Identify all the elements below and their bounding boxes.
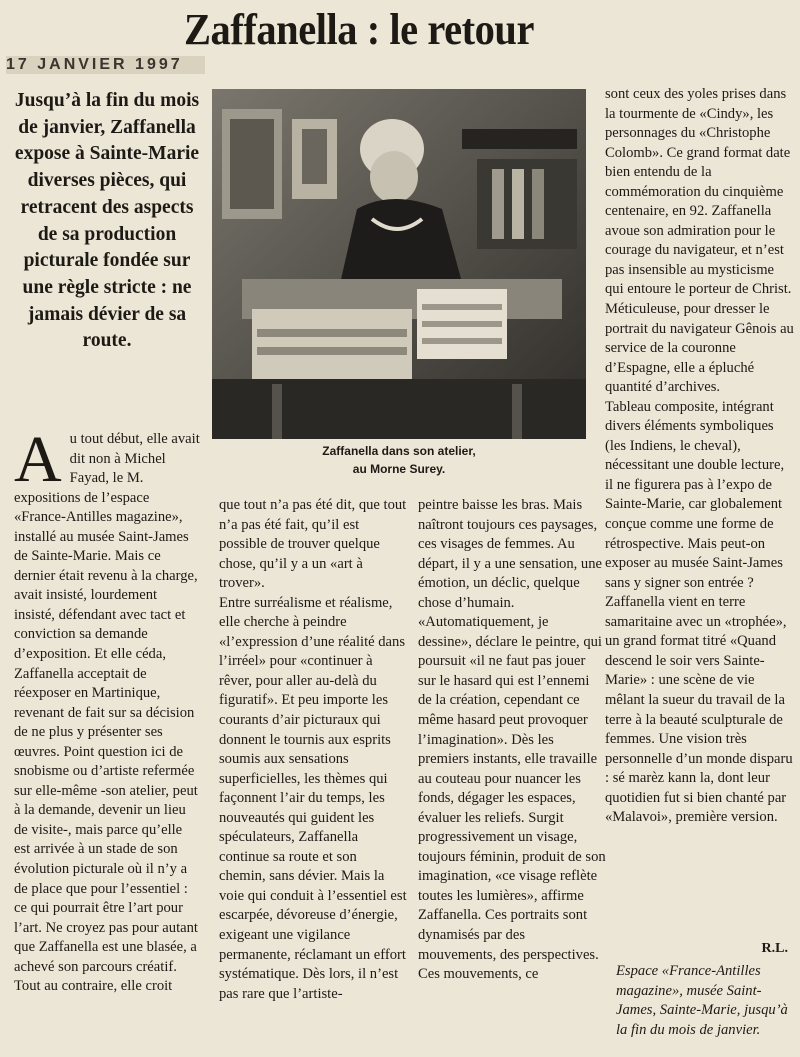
article-title: Zaffanella : le retour [184, 5, 535, 54]
column-2-paragraph-2: Entre surréalisme et réalisme, elle cherche à peindre «l’expression d’une réalité dans l’irréel» pour «continuer à rêver, pour aller au-delà du figuratif». Et peu importe les courants d’air picturaux qui donnent le tournis aux esprits soumis aux sensations superficielles, les thèmes qui façonnent l’air du temps, les nouveautés qui guident les spéculateurs, Zaffanella continue sa route et son chemin, sans dévier. Mais la voie qui conduit à l’essentiel est escarpée, dévoreuse d’énergie, exigeant une vigilance permanente, réclamant un effort systématique. Dès lors, il n’est pas rare que l’artiste- [219, 594, 407, 1002]
drop-cap: A [14, 423, 62, 496]
column-4-paragraph-2: Tableau composite, intégrant divers éléments symboliques (les Indiens, le cheval), nécessitant une double lecture, il ne figurera pas à l’expo de Sainte-Marie, car globalement conçue comme une forme de rétrospective. Mais peut-on exposer au musée Saint-James sans y signer son entrée ? Zaffanella vient en terre samaritaine avec un «trophée», un grand format titré «Quand descend le soir vers Sainte-Marie» : une scène de vie mêlant la sueur du travail de la terre à la beauté sculpturale de femmes. Une vision très personnelle d’un monde disparu : sé marèz kann la, dont leur quotidien fut si bien chanté par «Malavoi», première version. [605, 398, 793, 826]
photo-caption [212, 442, 586, 478]
caption-line-2: au Morne Surey. [352, 462, 446, 476]
atelier-photo [212, 89, 586, 439]
column-3-paragraph-1: peintre baisse les bras. Mais naîtront toujours ces paysages, ces visages de femmes. Au départ, il y a une sensation, une émotion, un déclic, quelque chose d’humain. [418, 497, 602, 611]
atelier-photo-image [212, 89, 586, 439]
exhibition-info: Espace «France-Antilles magazine», musée Saint-James, Sainte-Marie, jusqu’à la fin du mois de janvier. [616, 963, 788, 1038]
column-2-paragraph-1: que tout n’a pas été dit, que tout n’a pas été fait, qu’il est possible de trouver quelque chose, qu’il y a un «art à trover». [219, 497, 407, 592]
intro-paragraph: Jusqu’à la fin du mois de janvier, Zaffanella expose à Sainte-Marie diverses pièces, qui retracent des aspects de sa production picturale fondée sur une règle stricte : ne jamais dévier de sa route. [14, 90, 200, 352]
column-1-last-line: Tout au contraire, elle croit [14, 978, 173, 995]
article-column-2 [219, 496, 407, 1004]
article-column-1 [14, 423, 200, 997]
caption-line-1: Zaffanella dans son atelier, [322, 444, 476, 458]
column-3-paragraph-2: «Automatiquement, je dessine», déclare le peintre, qui poursuit «il ne faut pas jouer sur le hasard qui est l’ennemi de la création, cependant ce même hasard peut provoquer l’imagination». Dès les premiers instants, elle travaille au couteau pour nuancer les fonds, dégager les espaces, évaluer les reliefs. Surgit progressivement un visage, toujours féminin, produit de son imagination, «ce visage reflète toutes les lumières», affirme Zaffanella. Ces portraits sont dynamisés par des mouvements, des perspectives. Ces mouvements, ce [418, 614, 606, 983]
article-column-4 [605, 85, 794, 828]
column-1-text: u tout début, elle avait dit non à Michel Fayad, le M. expositions de l’espace «France-Antilles magazine», installé au musée Saint-James de Sainte-Marie. Mais ce dernier était revenu à la charge, avait insisté, lourdement insisté, défendant avec tact et conviction sa demande d’exposition. Et elle céda, Zaffanella acceptait de réexposer en Martinique, revenant de fait sur sa décision de ne plus y présenter ses œuvres. Point question ici de snobisme ou d’artiste refermée sur elle-même -son atelier, peut à la demande, devenir un lieu de visite-, mais parce qu’elle est arrivée à un stade de son évolution picturale où il n’y a de place que pour l’essentiel : ce qui pourrait être l’art pour l’art. Ne croyez pas pour autant que Zaffanella est une blasée, a achevé son parcours créatif. [14, 431, 200, 975]
article-column-3 [418, 496, 606, 985]
column-4-paragraph-1: sont ceux des yoles prises dans la tourmente de «Cindy», les personnages du «Christophe Colomb». Ce grand format date bien entendu de la commémoration du cinquième centenaire, en 92. Zaffanella avoue son admiration pour le courage du navigateur, et n’est pas insensible au mysticisme qui entoure le porteur de Christ. Méticuleuse, pour dresser le portrait du navigateur Gênois au service de la couronne d’Espagne, elle a épluché quantité d’archives. [605, 86, 794, 396]
author-signature: R.L. [761, 941, 788, 956]
publication-date: 17 JANVIER 1997 [6, 56, 205, 74]
